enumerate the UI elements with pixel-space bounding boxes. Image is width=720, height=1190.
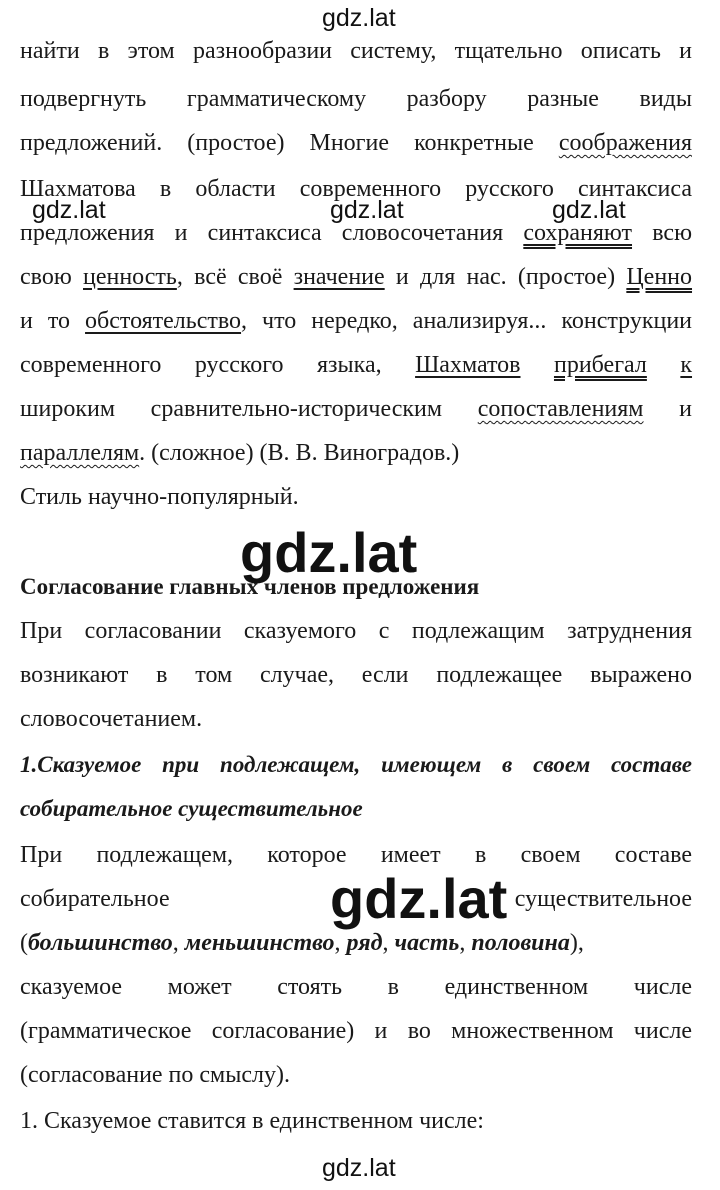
text-line [20, 262, 692, 292]
text-fragment: предложения и синтаксиса словосочетания [20, 220, 504, 246]
text-line: (согласование по смыслу). [20, 1062, 290, 1088]
subsection-heading: 1.Сказуемое при подлежащем, имеющем в своем составе [20, 752, 692, 777]
underlined-word: соображения [558, 130, 692, 156]
preposition-word: к [680, 352, 693, 378]
example-word: меньшинство [184, 930, 335, 956]
text-fragment: и то [20, 308, 71, 334]
watermark: gdz.lat [322, 4, 396, 32]
text-line: (грамматическое согласование) и во множественном числе [20, 1018, 692, 1044]
example-word: большинство [28, 930, 173, 956]
text-fragment: . (сложное) (В. В. Виноградов.) [139, 440, 460, 466]
watermark: gdz.lat [32, 196, 106, 224]
text-line [20, 438, 692, 468]
text-line: подвергнуть грамматическому разбору разные виды [20, 86, 692, 112]
underlined-word: параллелям [20, 440, 140, 466]
text-line [20, 394, 692, 424]
text-line [20, 128, 692, 158]
text-fragment: предложений. (простое) Многие конкретные [20, 130, 534, 156]
example-word: половина [471, 930, 570, 956]
text-fragment: и [679, 396, 693, 422]
text-line [20, 350, 692, 380]
text-line: 1. Сказуемое ставится в единственном числе: [20, 1108, 484, 1134]
example-word: часть [394, 930, 460, 956]
text-line: При согласовании сказуемого с подлежащим затруднения [20, 618, 692, 644]
text-line [20, 306, 692, 336]
text-line: При подлежащем, которое имеет в своем составе [20, 842, 692, 868]
text-fragment: , [382, 930, 395, 956]
example-word: ряд [346, 930, 383, 956]
text-fragment: современного русского языка, [20, 352, 382, 378]
predicate-word: прибегал [553, 352, 647, 378]
watermark: gdz.lat [322, 1154, 396, 1182]
text-fragment: широким сравнительно-историческим [20, 396, 443, 422]
predicate-word: Ценно [626, 264, 693, 290]
text-fragment: собирательное [20, 886, 170, 912]
watermark: gdz.lat [240, 521, 418, 584]
subject-word: ценность [83, 264, 177, 290]
text-fragment: существительное [514, 886, 692, 912]
text-fragment: , [459, 930, 472, 956]
text-fragment: , [334, 930, 347, 956]
underlined-word: сопоставлениям [477, 396, 644, 422]
text-line: Стиль научно-популярный. [20, 484, 299, 510]
text-line [20, 928, 692, 958]
watermark: gdz.lat [552, 196, 626, 224]
watermark: gdz.lat [330, 867, 508, 930]
text-line: возникают в том случае, если подлежащее выражено [20, 662, 692, 688]
text-fragment: свою [20, 264, 72, 290]
watermark: gdz.lat [330, 196, 404, 224]
text-fragment: , всё своё [176, 264, 283, 290]
subject-word: значение [293, 264, 385, 290]
text-line: Шахматова в области современного русского синтаксиса [20, 176, 692, 202]
text-fragment: всю [652, 220, 692, 246]
subsection-heading: собирательное существительное [20, 796, 363, 821]
predicate-word: сохраняют [523, 220, 633, 246]
section-heading: Согласование главных членов предложения [20, 574, 480, 599]
subject-word: обстоятельство [85, 308, 242, 334]
text-fragment: ( [20, 930, 28, 956]
text-fragment: , [172, 930, 185, 956]
text-fragment: и для нас. (простое) [395, 264, 616, 290]
text-fragment: ), [569, 930, 584, 956]
subject-word: Шахматов [415, 352, 521, 378]
text-fragment: , что нередко, анализируя... конструкции [241, 308, 693, 334]
text-line: словосочетанием. [20, 706, 203, 732]
text-line: найти в этом разнообразии систему, тщательно описать и [20, 38, 692, 64]
text-line: сказуемое может стоять в единственном числе [20, 974, 692, 1000]
